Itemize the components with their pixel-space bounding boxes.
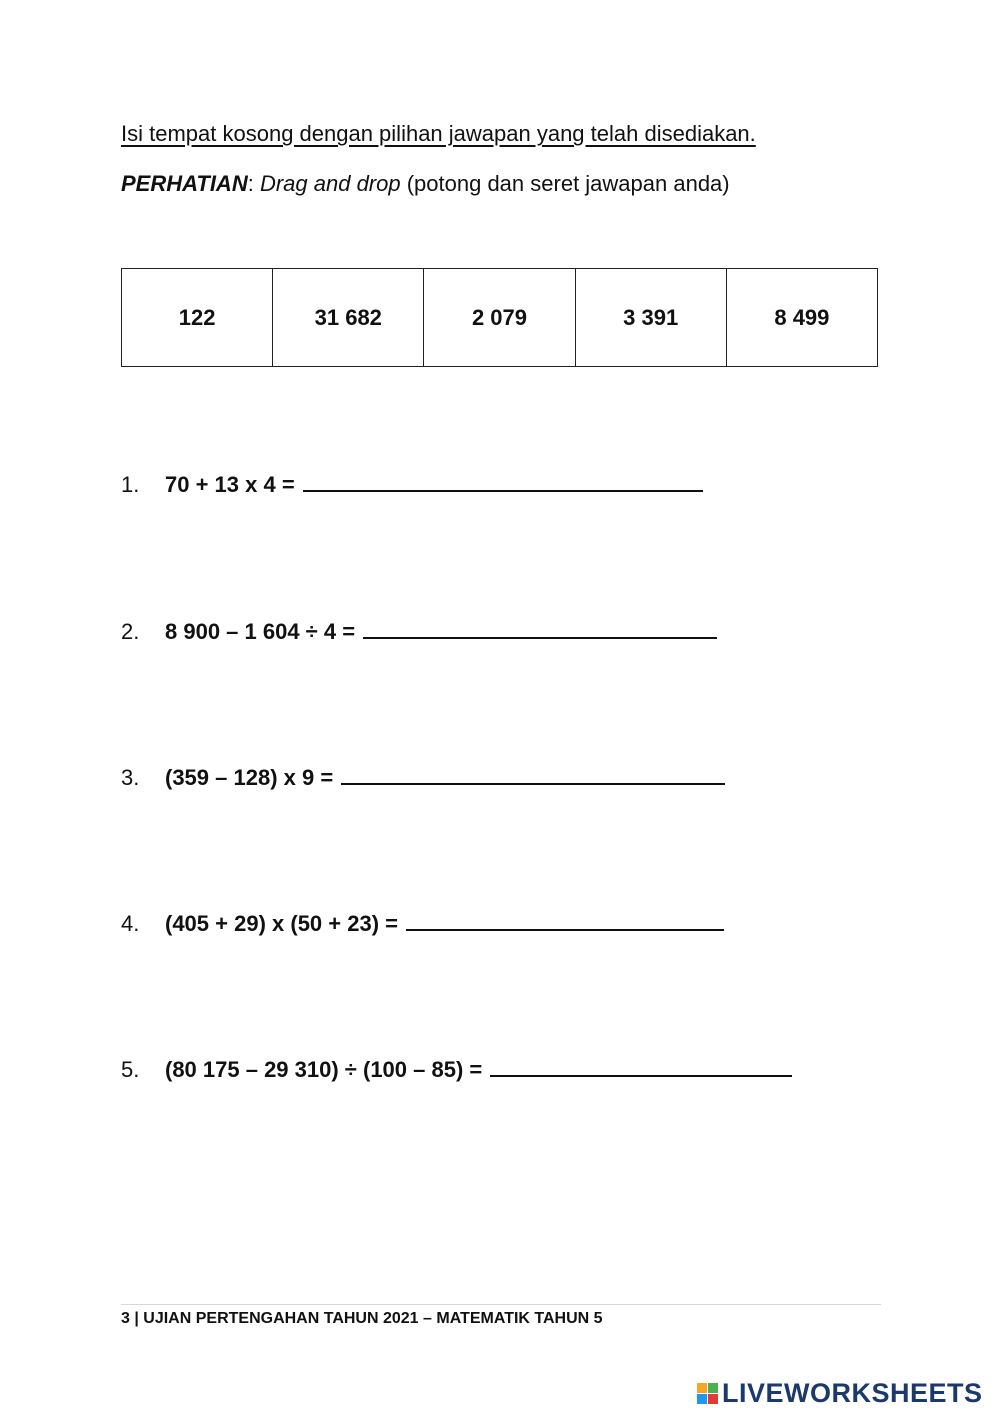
answer-choice[interactable]: 3 391 [575, 269, 726, 367]
question-number: 2. [121, 619, 140, 644]
question-expression: (80 175 – 29 310) ÷ (100 – 85) = [165, 1057, 483, 1082]
question-number: 5. [121, 1057, 140, 1082]
question-2 [121, 615, 717, 645]
liveworksheets-logo-icon [697, 1383, 718, 1404]
question-expression: 8 900 – 1 604 ÷ 4 = [165, 619, 356, 644]
logo-tile [697, 1383, 707, 1393]
answer-choice[interactable]: 2 079 [424, 269, 575, 367]
answer-drop-zone-1[interactable] [303, 468, 703, 492]
question-number: 4. [121, 911, 140, 936]
liveworksheets-brand[interactable] [697, 1378, 983, 1409]
footer-divider [121, 1304, 881, 1305]
question-number: 1. [121, 472, 140, 497]
logo-tile [697, 1394, 707, 1404]
question-expression: (359 – 128) x 9 = [165, 765, 334, 790]
question-1 [121, 468, 703, 498]
answer-drop-zone-5[interactable] [490, 1053, 792, 1077]
logo-tile [708, 1394, 718, 1404]
answer-choice[interactable]: 122 [122, 269, 273, 367]
answer-choice[interactable]: 8 499 [726, 269, 877, 367]
note-detail: (potong dan seret jawapan anda) [400, 171, 730, 196]
note-emphasis: Drag and drop [259, 171, 401, 196]
page-footer: 3 | UJIAN PERTENGAHAN TAHUN 2021 – MATEMATIK TAHUN 5 [121, 1310, 603, 1327]
answer-drop-zone-3[interactable] [341, 761, 725, 785]
brand-name: LIVEWORKSHEETS [722, 1378, 983, 1408]
question-number: 3. [121, 765, 140, 790]
question-5 [121, 1053, 792, 1083]
question-3 [121, 761, 725, 791]
note-text: PERHATIAN: Drag and drop (potong dan seret jawapan anda) [121, 171, 730, 196]
question-expression: (405 + 29) x (50 + 23) = [165, 911, 398, 936]
note-label: PERHATIAN [121, 171, 248, 196]
answer-choices-table [121, 268, 878, 367]
question-expression: 70 + 13 x 4 = [165, 472, 295, 497]
answer-choice[interactable]: 31 682 [273, 269, 424, 367]
answer-drop-zone-4[interactable] [406, 907, 724, 931]
logo-tile [708, 1383, 718, 1393]
instruction-text: Isi tempat kosong dengan pilihan jawapan yang telah disediakan. [121, 121, 756, 146]
question-4 [121, 907, 724, 937]
answer-drop-zone-2[interactable] [363, 615, 717, 639]
